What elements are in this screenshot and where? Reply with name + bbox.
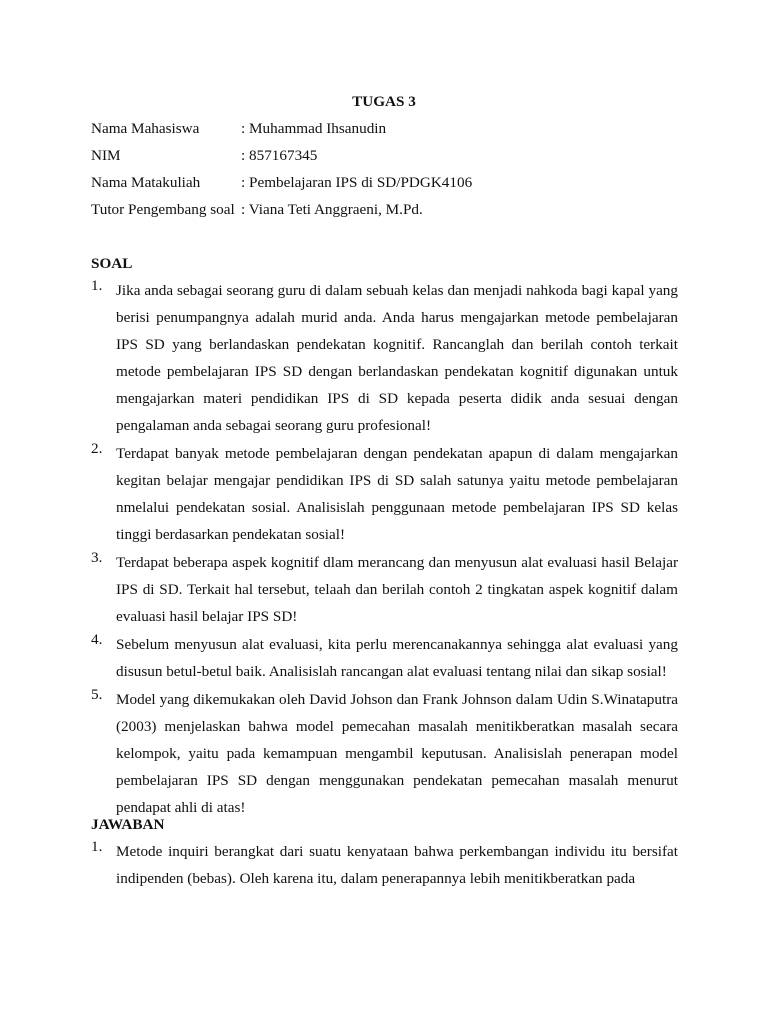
info-value: : Viana Teti Anggraeni, M.Pd. [241,201,423,218]
info-value: : Pembelajaran IPS di SD/PDGK4106 [241,174,473,191]
item-number: 1. [91,277,103,294]
item-text: Jika anda sebagai seorang guru di dalam sebuah kelas dan menjadi nahkoda bagi kapal yang berisi penumpangnya adalah murid anda. Anda harus mengajarkan metode pembelajaran IPS SD yang berlandaskan pendekatan kognitif. Rancanglah dan berilah contoh terkait metode pembelajaran IPS SD dengan berlandaskan pendekatan kognitif digunakan untuk mengajarkan materi pendidikan IPS di SD kepada peserta didik anda sesuai dengan pengalaman anda sebagai seorang guru profesional! [116,282,678,434]
info-row-tutor [91,200,423,220]
item-text: Metode inquiri berangkat dari suatu kenyataan bahwa perkembangan individu itu bersifat indipenden (bebas). Oleh karena itu, dalam penerapannya lebih menitikberatkan pada [116,843,678,887]
info-row-nim [91,146,317,166]
info-value: : 857167345 [241,147,318,164]
info-row-nama-matakuliah [91,173,472,193]
item-number: 4. [91,631,103,648]
item-text: Terdapat beberapa aspek kognitif dlam merancang dan menyusun alat evaluasi hasil Belajar IPS di SD. Terkait hal tersebut, telaah dan berilah contoh 2 tingkatan aspek kognitif dalam evaluasi hasil belajar IPS SD! [116,554,678,625]
list-item [91,549,678,630]
soal-heading: SOAL [91,255,133,272]
item-number: 3. [91,549,103,566]
info-label: Tutor Pengembang soal [91,201,235,218]
document-title: TUGAS 3 [352,93,416,110]
item-number: 2. [91,440,103,457]
item-number: 1. [91,838,103,855]
info-row-nama-mahasiswa [91,119,386,139]
info-label: NIM [91,147,121,164]
jawaban-list [91,838,678,893]
info-label: Nama Matakuliah [91,174,201,191]
list-item [91,838,678,892]
item-text: Terdapat banyak metode pembelajaran dengan pendekatan apapun di dalam mengajarkan kegitan belajar mengajar pendidikan IPS di SD salah satunya yaitu metode pembelajaran nmelalui pendekatan sosial. Analisislah penggunaan metode pembelajaran IPS SD kelas tinggi berdasarkan pendekatan sosial! [116,445,678,543]
item-text: Model yang dikemukakan oleh David Johson dan Frank Johnson dalam Udin S.Winataputra (2003) menjelaskan bahwa model pemecahan masalah menitikberatkan masalah secara kelompok, yaitu pada kemampuan mengambil keputusan. Analisislah penerapan model pembelajaran IPS SD dengan menggunakan pendekatan pemecahan masalah menurut pendapat ahli di atas! [116,691,678,816]
list-item [91,277,678,439]
info-value: : Muhammad Ihsanudin [241,120,387,137]
item-text: Sebelum menyusun alat evaluasi, kita perlu merencanakannya sehingga alat evaluasi yang disusun betul-betul baik. Analisislah rancangan alat evaluasi tentang nilai dan sikap sosial! [116,636,678,680]
list-item [91,686,678,821]
list-item [91,631,678,685]
info-label: Nama Mahasiswa [91,120,200,137]
item-number: 5. [91,686,103,703]
jawaban-heading: JAWABAN [91,816,165,833]
list-item [91,440,678,548]
soal-list [91,277,678,822]
